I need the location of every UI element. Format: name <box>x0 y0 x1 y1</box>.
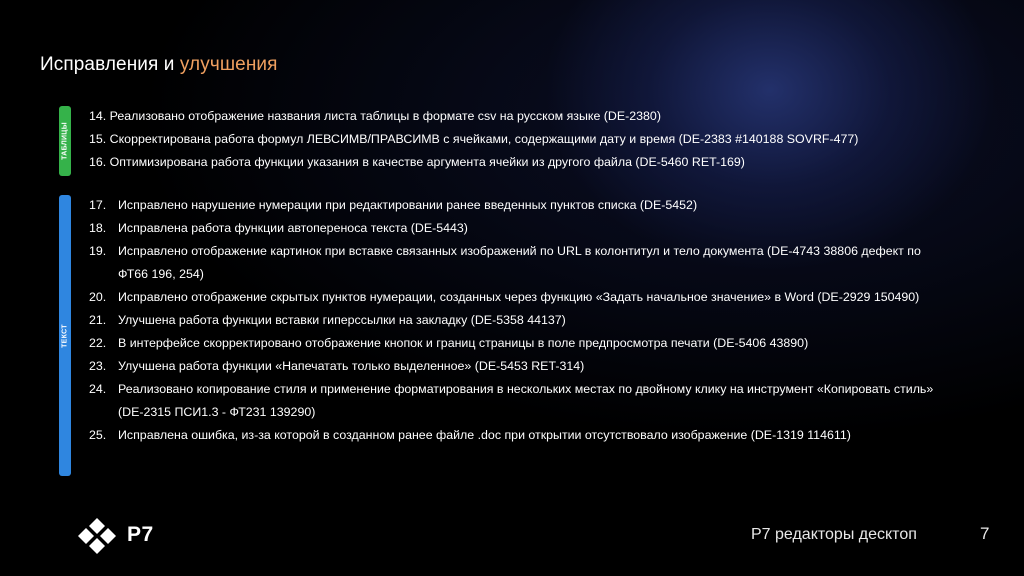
item-number: 17. <box>89 198 107 212</box>
list-item <box>89 194 949 217</box>
item-number: 25. <box>89 428 107 442</box>
list-item <box>89 378 949 424</box>
list-item <box>89 332 949 355</box>
item-text: Исправлена работа функции автопереноса текста (DE-5443) <box>118 221 468 235</box>
title-accent: улучшения <box>179 54 278 75</box>
slide-title <box>40 54 278 76</box>
item-text: Реализовано копирование стиля и применение форматирования в нескольких местах по двойному клику на инструмент «Копировать стиль» (DE-2315 ПСИ1.3 - ФТ231 139290) <box>118 382 934 419</box>
list-item: 14. Реализовано отображение названия листа таблицы в формате csv на русском языке (DE-2380) <box>89 109 661 123</box>
item-number: 23. <box>89 359 107 373</box>
footer-title: Р7 редакторы десктоп <box>751 526 917 543</box>
item-number: 24. <box>89 382 107 396</box>
section-tables-label: ТАБЛИЦЫ <box>61 122 69 160</box>
tables-list <box>89 105 858 174</box>
list-item <box>89 240 949 286</box>
item-number: 20. <box>89 290 107 304</box>
item-number: 19. <box>89 244 107 258</box>
item-text: Исправлено отображение скрытых пунктов нумерации, созданных через функцию «Задать начальное значение» в Word (DE-2929 150490) <box>118 290 920 304</box>
logo-text: P7 <box>127 523 154 546</box>
list-item <box>89 217 949 240</box>
item-number: 18. <box>89 221 107 235</box>
list-item <box>89 355 949 378</box>
section-text-bar <box>59 195 71 476</box>
item-text: Исправлена ошибка, из-за которой в созданном ранее файле .doc при открытии отсутствовало изображение (DE-1319 114611) <box>118 428 851 442</box>
item-text: Исправлено нарушение нумерации при редактировании ранее введенных пунктов списка (DE-5452) <box>118 198 698 212</box>
item-number: 21. <box>89 313 107 327</box>
item-text: Исправлено отображение картинок при вставке связанных изображений по URL в колонтитул и тело документа (DE-4743 38806 дефект по ФТ66 196, 254) <box>118 244 921 281</box>
item-text: Улучшена работа функции «Напечатать только выделенное» (DE-5453 RET-314) <box>118 359 585 373</box>
list-item <box>89 286 949 309</box>
item-number: 22. <box>89 336 107 350</box>
section-tables-bar <box>59 106 71 176</box>
item-text: Улучшена работа функции вставки гиперссылки на закладку (DE-5358 44137) <box>118 313 566 327</box>
list-item: 15. Скорректирована работа формул ЛЕВСИМВ/ПРАВСИМВ с ячейками, содержащими дату и время (DE-2383 #140188 SOVRF-477) <box>89 132 859 146</box>
item-text: В интерфейсе скорректировано отображение кнопок и границ страницы в поле предпросмотра печати (DE-5406 43890) <box>118 336 809 350</box>
section-text-label: ТЕКСТ <box>61 323 69 348</box>
list-item <box>89 424 949 447</box>
title-main: Исправления и <box>40 54 180 75</box>
page-number: 7 <box>980 524 990 543</box>
p7-logo-icon <box>74 518 120 554</box>
list-item <box>89 309 949 332</box>
list-item: 16. Оптимизирована работа функции указания в качестве аргумента ячейки из другого файла (DE-5460 RET-169) <box>89 155 745 169</box>
text-list <box>89 194 949 447</box>
